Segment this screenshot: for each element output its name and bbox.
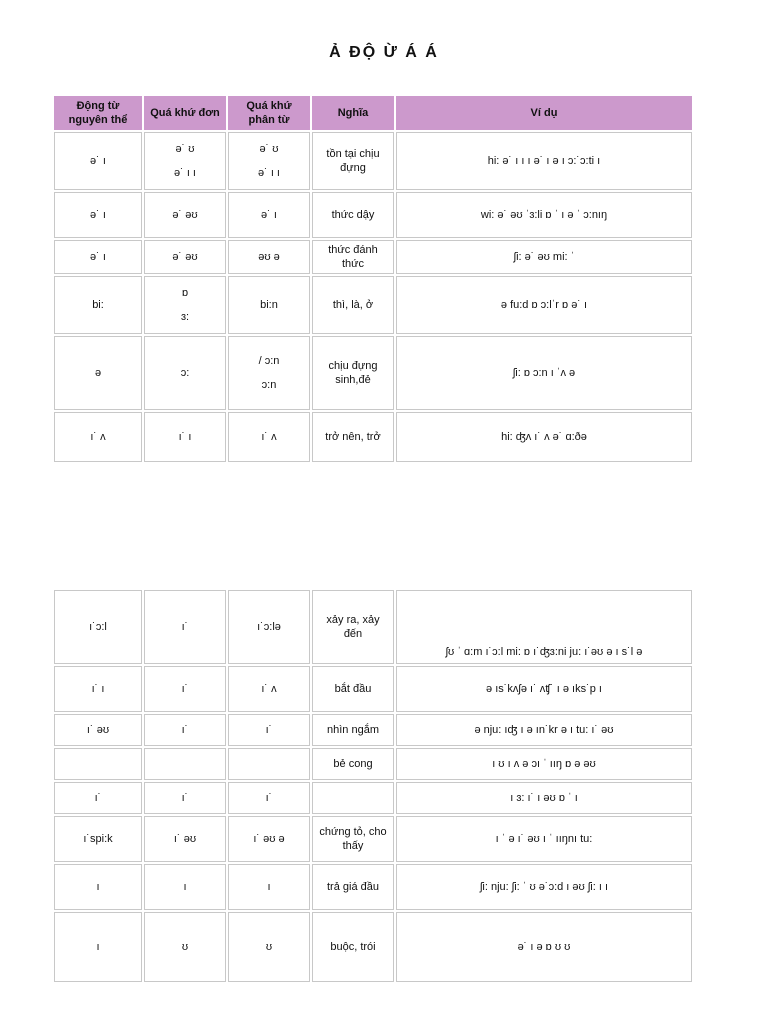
past-participle-cell: ə˙ ı <box>228 192 310 238</box>
header-example: Ví dụ <box>396 96 692 130</box>
infinitive-cell: ə˙ ı <box>54 132 142 190</box>
header-meaning: Nghĩa <box>312 96 394 130</box>
example-cell: ı ʊ ı ʌ ə ɔı ˈ ııŋ ɒ ə əʊ <box>396 748 692 780</box>
past-participle-cell: ı˙ əʊ ə <box>228 816 310 862</box>
meaning-cell: chịu đựng sinh,đẻ <box>312 336 394 410</box>
meaning-cell: xảy ra, xảy đến <box>312 590 394 664</box>
past-simple-cell: ı˙ ı <box>144 412 226 462</box>
table-row <box>54 336 692 410</box>
verb-table-1 <box>52 94 694 464</box>
infinitive-cell: ı˙ əʊ <box>54 714 142 746</box>
past-simple-cell <box>144 748 226 780</box>
table-row <box>54 864 692 910</box>
meaning-cell: trở nên, trở <box>312 412 394 462</box>
example-cell: ə fu:d ɒ ɔ:lˈr ɒ ə˙ ı <box>396 276 692 334</box>
example-cell: ʃi: ɒ ɔ:n ı ˈʌ ə <box>396 336 692 410</box>
past-participle-cell: bi:n <box>228 276 310 334</box>
past-simple-cell: ı˙ <box>144 714 226 746</box>
infinitive-cell: ı <box>54 912 142 982</box>
table-row <box>54 276 692 334</box>
meaning-cell: chứng tỏ, cho thấy <box>312 816 394 862</box>
meaning-cell: buộc, trói <box>312 912 394 982</box>
meaning-cell: thức dậy <box>312 192 394 238</box>
example-cell: ı ɜ: ı˙ ı əʊ ɒ ˈ ı <box>396 782 692 814</box>
infinitive-cell: ı˙ɔ:l <box>54 590 142 664</box>
meaning-cell <box>312 782 394 814</box>
table-row <box>54 590 692 664</box>
past-simple-cell: ı˙ əʊ <box>144 816 226 862</box>
table-row <box>54 816 692 862</box>
meaning-cell: tồn tại chịu đựng <box>312 132 394 190</box>
example-cell: ə˙ ı ə ɒ ʊ ʊ <box>396 912 692 982</box>
past-participle-cell: ı˙ ʌ <box>228 666 310 712</box>
header-past-participle: Quá khứ phân từ <box>228 96 310 130</box>
verb-table-2 <box>52 588 694 984</box>
example-cell: ʃʊ ˈ ɑ:m ı˙ɔ:l mi: ɒ ı˙ʤɜ:ni ju: ı˙əʊ ə ı s˙l ə <box>396 590 692 664</box>
infinitive-cell: ə˙ ı <box>54 240 142 274</box>
example-cell: ʃi: ə˙ əʊ mi: ˈ <box>396 240 692 274</box>
past-simple-cell: ɒ ɜ: <box>144 276 226 334</box>
page-title: Ả ĐỘ Ừ Á Á <box>329 44 439 61</box>
past-participle-cell: ʊ <box>228 912 310 982</box>
example-cell: ı ˈ ə ı˙ əʊ ı ˈ ııŋnı tu: <box>396 816 692 862</box>
table-row <box>54 192 692 238</box>
past-simple-cell: ʊ <box>144 912 226 982</box>
example-cell: ʃi: nju: ʃi: ˈ ʊ ə˙ɔ:d ı əʊ ʃi: ı ı <box>396 864 692 910</box>
past-participle-cell: əʊ ə <box>228 240 310 274</box>
meaning-cell: thức đánh thức <box>312 240 394 274</box>
past-participle-cell: ı˙ ʌ <box>228 412 310 462</box>
table-row <box>54 782 692 814</box>
example-cell: ə nju: ıʤ ı ə ın˙kr ə ı tu: ı˙ əʊ <box>396 714 692 746</box>
infinitive-cell: bi: <box>54 276 142 334</box>
table-row <box>54 666 692 712</box>
example-cell: ə ıs˙kʌʃə ı˙ ʌʧ˙ ı ə ıks˙p ı <box>396 666 692 712</box>
past-participle-cell: ı˙ɔ:lə <box>228 590 310 664</box>
past-simple-cell: ı˙ <box>144 590 226 664</box>
past-simple-cell: ı˙ <box>144 666 226 712</box>
infinitive-cell: ı <box>54 864 142 910</box>
meaning-cell: thì, là, ở <box>312 276 394 334</box>
past-participle-cell: ı˙ <box>228 782 310 814</box>
table-row <box>54 240 692 274</box>
past-participle-cell <box>228 748 310 780</box>
example-cell: wi: ə˙ əʊ ˈɜ:li ɒ ˈ ı ə ˈ ɔ:nıŋ <box>396 192 692 238</box>
table-row <box>54 912 692 982</box>
header-row <box>54 96 692 130</box>
table-row <box>54 132 692 190</box>
meaning-cell: nhìn ngắm <box>312 714 394 746</box>
meaning-cell: bẻ cong <box>312 748 394 780</box>
infinitive-cell: ı˙ ı <box>54 666 142 712</box>
past-simple-cell: ə˙ əʊ <box>144 240 226 274</box>
past-simple-cell: ɔ: <box>144 336 226 410</box>
meaning-cell: trả giá đầu <box>312 864 394 910</box>
header-infinitive: Động từ nguyên thể <box>54 96 142 130</box>
infinitive-cell: ı˙spi:k <box>54 816 142 862</box>
past-participle-cell: ı˙ <box>228 714 310 746</box>
example-cell: hi: ʤʌ ı˙ ʌ ə˙ ɑ:ðə <box>396 412 692 462</box>
table-row <box>54 714 692 746</box>
past-participle-cell: ı <box>228 864 310 910</box>
header-past-simple: Quá khứ đơn <box>144 96 226 130</box>
past-simple-cell: ə˙ əʊ <box>144 192 226 238</box>
infinitive-cell: ə˙ ı <box>54 192 142 238</box>
past-simple-cell: ə˙ ʊ ə˙ ı ı <box>144 132 226 190</box>
infinitive-cell: ı˙ ʌ <box>54 412 142 462</box>
past-simple-cell: ı <box>144 864 226 910</box>
infinitive-cell: ı˙ <box>54 782 142 814</box>
table-row <box>54 412 692 462</box>
past-participle-cell: ə˙ ʊ ə˙ ı ı <box>228 132 310 190</box>
meaning-cell: bắt đầu <box>312 666 394 712</box>
example-cell: hi: ə˙ ı ı ı ə˙ ı ə ı ɔ:˙ɔ:ti ı <box>396 132 692 190</box>
past-simple-cell: ı˙ <box>144 782 226 814</box>
infinitive-cell: ə <box>54 336 142 410</box>
table-row <box>54 748 692 780</box>
infinitive-cell <box>54 748 142 780</box>
past-participle-cell: / ɔ:n ɔ:n <box>228 336 310 410</box>
